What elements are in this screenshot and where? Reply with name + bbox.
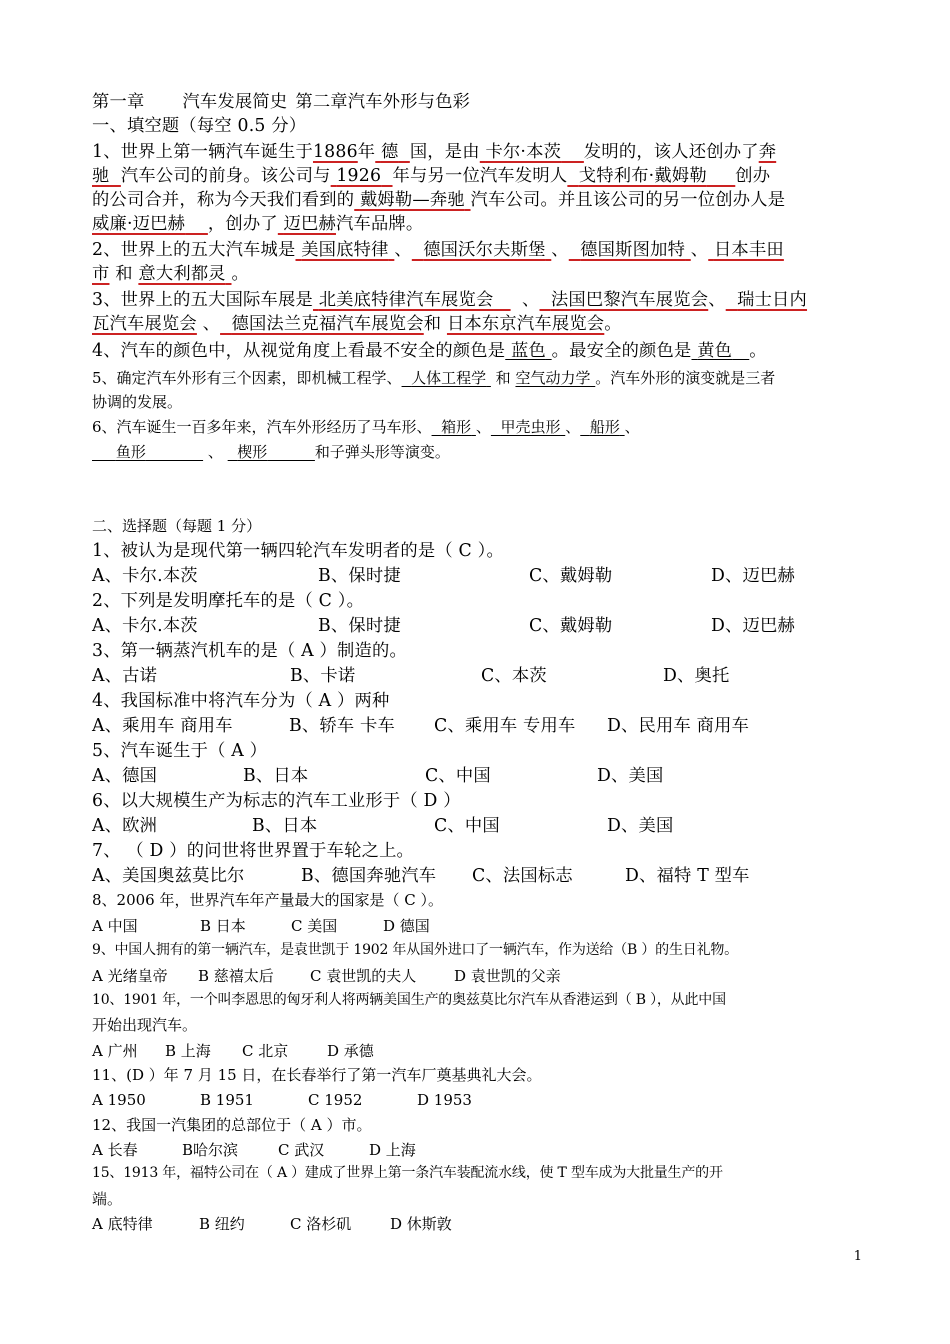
option: A、卡尔.本茨 (92, 566, 198, 586)
choice-q9: 9、中国人拥有的第一辆汽车，是袁世凯于 1902 年从国外进口了一辆汽车，作为送给（B ）的生日礼物。 (92, 942, 738, 958)
option: D、迈巴赫 (711, 566, 795, 586)
option: A、欧洲 (92, 816, 158, 836)
option: C 北京 (242, 1042, 289, 1060)
answer-blank: 驰 (92, 166, 110, 186)
text: 年与另一位汽车发明人 (392, 166, 568, 186)
option: C、戴姆勒 (529, 616, 613, 636)
option: D、迈巴赫 (711, 616, 795, 636)
answer-blank: 鱼形 (115, 443, 146, 461)
option: B 纽约 (199, 1215, 245, 1233)
option: A、卡尔.本茨 (92, 616, 198, 636)
choice-q10-line1: 10、1901 年，一个叫李恩思的匈牙利人将两辆美国生产的奥兹莫比尔汽车从香港运到（ B ），从此中国 (92, 992, 726, 1008)
option: C、中国 (425, 766, 491, 786)
fill-q1-line2 (92, 166, 867, 187)
chapter-heading (92, 92, 867, 113)
option: D、奥托 (663, 666, 730, 686)
text: ，创办了 (207, 214, 278, 234)
fill-q5-line2: 协调的发展。 (92, 393, 183, 411)
choice-q6: 6、以大规模生产为标志的汽车工业形于（ D ） (92, 791, 461, 811)
text: 。汽车外形的演变就是三者 (595, 369, 776, 387)
text: 1、世界上第一辆汽车诞生于 (92, 142, 313, 162)
option: D 承德 (327, 1042, 374, 1060)
answer-blank: 美国底特律 (301, 240, 389, 260)
option: A 1950 (92, 1091, 146, 1109)
text: 的公司合并，称为今天我们看到的 (92, 190, 355, 210)
text: 、 (690, 240, 709, 260)
option: A、古诺 (92, 666, 158, 686)
fill-q2-line1 (92, 240, 867, 261)
fill-q1-line3 (92, 190, 867, 211)
answer-blank: 德国法兰克福汽车展览会 (231, 314, 424, 334)
text: 和子弹头形等演变。 (314, 443, 450, 461)
fill-q3-line1 (92, 290, 867, 311)
fill-q6-line1 (92, 418, 867, 436)
text: 、 (551, 240, 569, 260)
choice-q15-line1: 15、1913 年，福特公司在（ A ）建成了世界上第一条汽车装配流水线，使 T 型车成为大批量生产的开 (92, 1165, 723, 1181)
fill-q2-line2 (92, 264, 867, 285)
option: A 底特律 (92, 1215, 153, 1233)
text: 、 (565, 418, 581, 436)
answer-blank: 瑞士日内 (737, 290, 808, 310)
text: 5、确定汽车外形有三个因素，即机械工程学、 (92, 369, 402, 387)
text: 、 (708, 290, 726, 310)
choice-q4: 4、我国标准中将汽车分为（ A ）两种 (92, 691, 390, 711)
option: B、卡诺 (290, 666, 356, 686)
option: A、美国奥兹莫比尔 (92, 866, 245, 886)
fill-q1-line1 (92, 142, 867, 163)
chapter-2-title: 第二章汽车外形与色彩 (295, 92, 471, 112)
option: A 长春 (92, 1141, 138, 1159)
text: 。 (604, 314, 622, 334)
answer-blank: 船形 (589, 418, 620, 436)
answer-blank: 德国沃尔夫斯堡 (423, 240, 546, 260)
option: C、乘用车 专用车 (434, 716, 576, 736)
text: 国，是由 (409, 142, 480, 162)
text: 6、汽车诞生一百多年来，汽车外形经历了马车形、 (92, 418, 432, 436)
text: 和 (423, 314, 442, 334)
choice-q1: 1、被认为是现代第一辆四轮汽车发明者的是（ C ）。 (92, 541, 504, 561)
answer-blank: 意大利都灵 (138, 264, 226, 284)
option: B 上海 (165, 1042, 211, 1060)
answer-blank: 戈特利布·戴姆勒 (578, 166, 707, 186)
option: D 1953 (417, 1091, 472, 1109)
option: B、德国奔驰汽车 (301, 866, 437, 886)
answer-blank: 市 (92, 264, 110, 284)
answer-blank: 楔形 (237, 443, 268, 461)
choice-q15-line2: 端。 (92, 1190, 123, 1208)
answer-blank: 卡尔·本茨 (485, 142, 562, 162)
option: B哈尔滨 (182, 1141, 239, 1159)
answer-blank: 人体工程学 (411, 369, 487, 387)
fill-q1-line4 (92, 214, 867, 235)
text: 、 (207, 443, 223, 461)
answer-blank: 日本丰田 (713, 240, 784, 260)
option: B 慈禧太后 (198, 967, 274, 985)
choice-q5: 5、汽车诞生于（ A ） (92, 741, 268, 761)
option: C、本茨 (481, 666, 547, 686)
option: C 洛杉矶 (290, 1215, 352, 1233)
option: B、保时捷 (318, 616, 401, 636)
option: B 日本 (200, 917, 246, 935)
option: C、中国 (434, 816, 500, 836)
text: 2、世界上的五大汽车城是 (92, 240, 296, 260)
chapter-1-label: 第一章 (92, 92, 145, 112)
option: C、戴姆勒 (529, 566, 613, 586)
option: B、轿车 卡车 (289, 716, 395, 736)
option: C 1952 (308, 1091, 363, 1109)
choice-q12: 12、我国一汽集团的总部位于（ A ）市。 (92, 1116, 372, 1134)
option: A 光绪皇帝 (92, 967, 168, 985)
choice-q2: 2、下列是发明摩托车的是（ C ）。 (92, 591, 365, 611)
choice-section-heading: 二、选择题（每题 1 分） (92, 517, 262, 535)
chapter-1-title: 汽车发展简史 (182, 92, 288, 112)
answer-blank: 法国巴黎汽车展览会 (550, 290, 709, 310)
option: C、法国标志 (472, 866, 573, 886)
answer-blank: 德国斯图加特 (580, 240, 686, 260)
answer-blank: 空气动力学 (515, 369, 591, 387)
option: D 袁世凯的父亲 (454, 967, 561, 985)
choice-q7: 7、 （ D ）的问世将世界置于车轮之上。 (92, 841, 415, 861)
option: C 美国 (291, 917, 338, 935)
option: D、美国 (607, 816, 674, 836)
option: D 休斯敦 (390, 1215, 452, 1233)
text: 、 (394, 240, 412, 260)
text: 和 (495, 369, 511, 387)
fill-section-heading: 一、填空题（每空 0.5 分） (92, 116, 307, 136)
answer-blank: 迈巴赫 (283, 214, 336, 234)
fill-q6-line2 (92, 443, 867, 461)
text: 年 (357, 142, 376, 162)
text: 汽车品牌。 (335, 214, 424, 234)
option: D、福特 T 型车 (625, 866, 750, 886)
choice-q3: 3、第一辆蒸汽机车的是（ A ）制造的。 (92, 641, 407, 661)
text: 、 (522, 290, 540, 310)
text: 发明的，该人还创办了 (583, 142, 759, 162)
option: B、保时捷 (318, 566, 401, 586)
page-number: 1 (853, 1249, 862, 1264)
option: A 中国 (92, 917, 138, 935)
choice-q8: 8、2006 年，世界汽车年产量最大的国家是（ C ）。 (92, 891, 444, 909)
answer-blank: 奔 (758, 142, 777, 162)
option: C 袁世凯的夫人 (310, 967, 417, 985)
choice-q10-line2: 开始出现汽车。 (92, 1016, 198, 1034)
text: 。 (231, 264, 249, 284)
text: 汽车公司。并且该公司的另一位创办人是 (470, 190, 786, 210)
answer-blank: 戴姆勒—奔驰 (359, 190, 465, 210)
text: 3、世界上的五大国际车展是 (92, 290, 313, 310)
option: A 广州 (92, 1042, 138, 1060)
choice-q11: 11、(D ）年 7 月 15 日，在长春举行了第一汽车厂奠基典礼大会。 (92, 1066, 542, 1084)
answer-blank: 黄色 (697, 341, 733, 361)
answer-blank: 北美底特律汽车展览会 (318, 290, 494, 310)
option: B、日本 (252, 816, 318, 836)
option: D、民用车 商用车 (607, 716, 750, 736)
answer-blank: 日本东京汽车展览会 (446, 314, 605, 334)
answer-blank: 甲壳虫形 (500, 418, 561, 436)
answer-blank: 箱形 (441, 418, 472, 436)
fill-q5-line1 (92, 369, 867, 387)
option: C 武汉 (278, 1141, 325, 1159)
fill-q4 (92, 341, 867, 362)
answer-blank: 瓦汽车展览会 (92, 314, 197, 334)
option: B、日本 (243, 766, 309, 786)
option: D 上海 (369, 1141, 416, 1159)
option: D、美国 (597, 766, 664, 786)
answer-blank: 1886 (312, 142, 358, 162)
text: 。 (749, 341, 767, 361)
text: 和 (115, 264, 133, 284)
answer-blank: 威廉·迈巴赫 (92, 214, 186, 234)
text: 、 (475, 418, 491, 436)
answer-blank: 1926 (336, 166, 382, 186)
option: A、乘用车 商用车 (92, 716, 233, 736)
text: 创办 (735, 166, 771, 186)
fill-q3-line2 (92, 314, 867, 335)
text: 。最安全的颜色是 (551, 341, 692, 361)
option: B 1951 (200, 1091, 254, 1109)
answer-blank: 蓝色 (510, 341, 546, 361)
option: A、德国 (92, 766, 158, 786)
answer-blank: 德 (380, 142, 399, 162)
text: 汽车公司的前身。该公司与 (120, 166, 331, 186)
text: 、 (202, 314, 221, 334)
option: D 德国 (383, 917, 430, 935)
text: 4、汽车的颜色中，从视觉角度上看最不安全的颜色是 (92, 341, 506, 361)
text: 、 (624, 418, 640, 436)
